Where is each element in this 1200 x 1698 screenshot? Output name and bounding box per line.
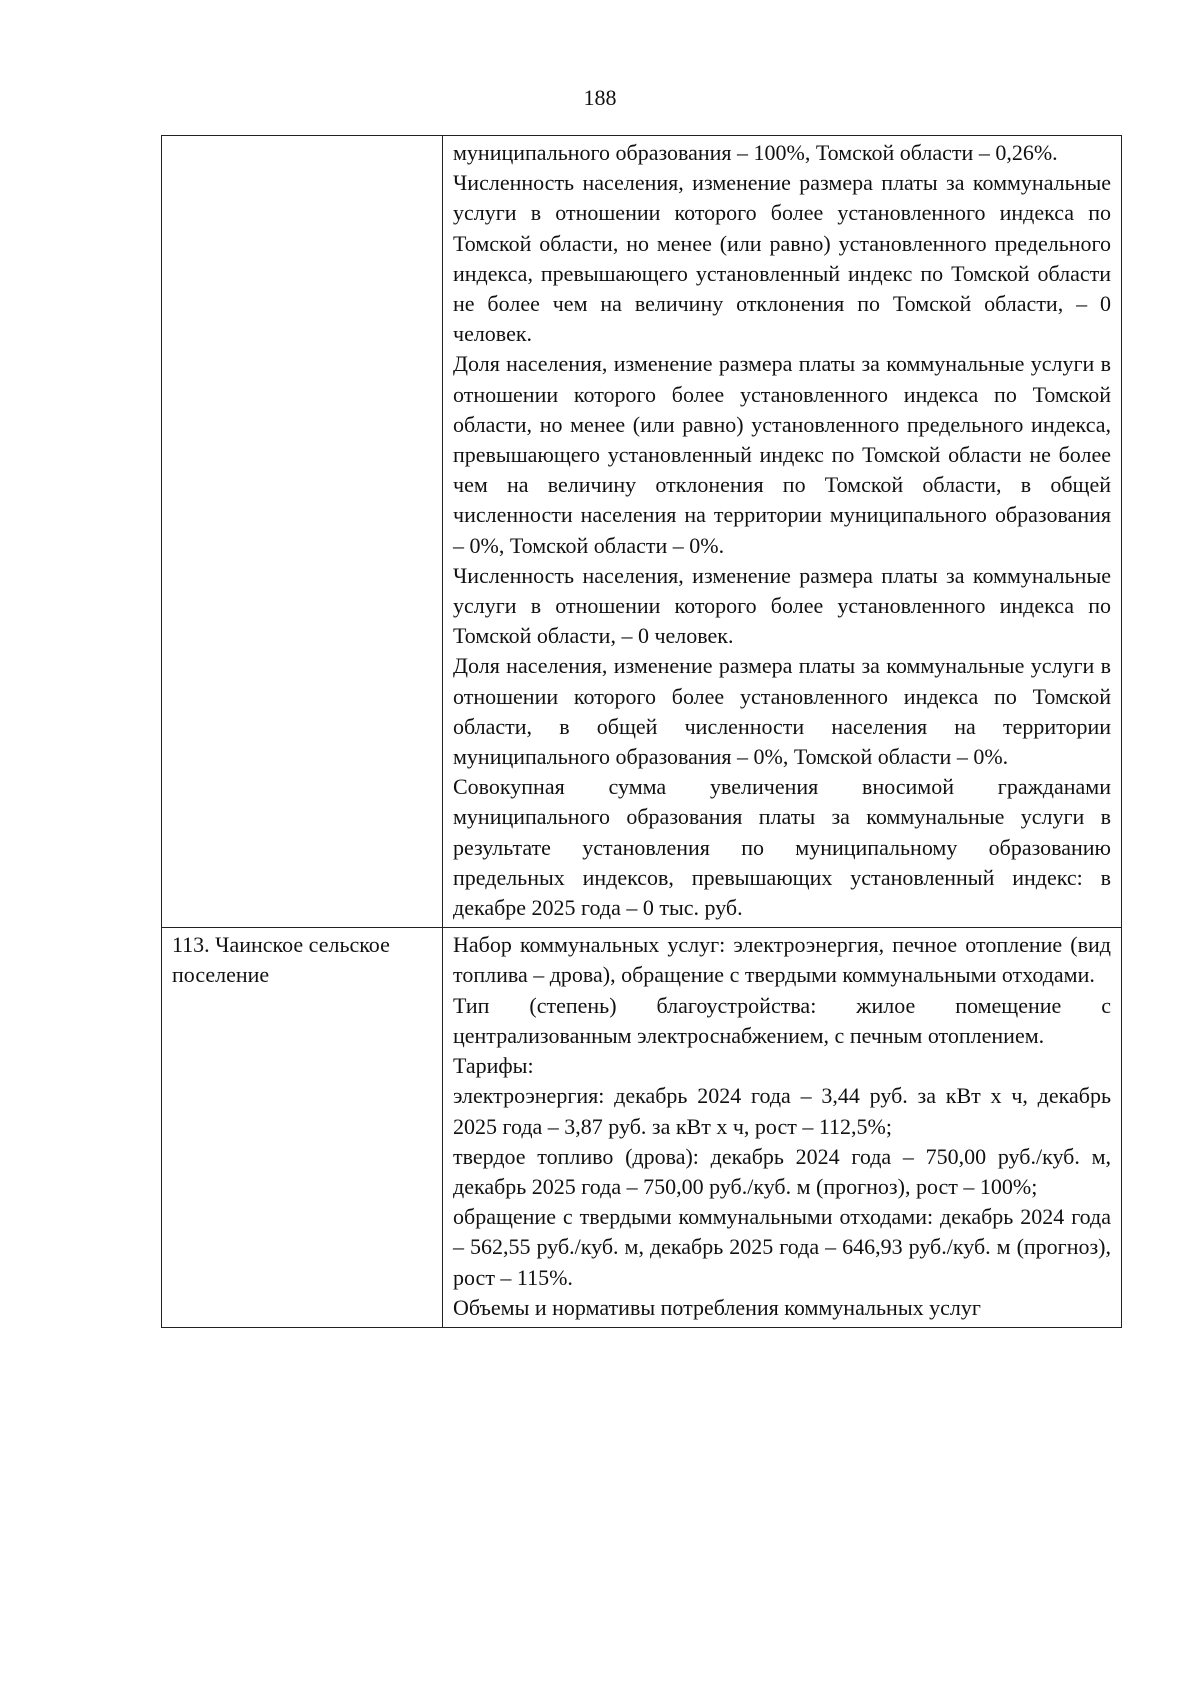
data-table bbox=[161, 135, 1122, 1328]
paragraph: Набор коммунальных услуг: электроэнергия, печное отопление (вид топлива – дрова), обращение с твердыми коммунальными отходами. bbox=[453, 932, 1111, 988]
page-number: 188 bbox=[583, 85, 617, 110]
municipality-cell bbox=[162, 136, 443, 928]
paragraph: электроэнергия: декабрь 2024 года – 3,44 руб. за кВт х ч, декабрь 2025 года – 3,87 руб. за кВт х ч, рост – 112,5%; bbox=[453, 1083, 1111, 1139]
paragraph: Тарифы: bbox=[453, 1053, 534, 1079]
paragraph: Численность населения, изменение размера платы за коммунальные услуги в отношении которого более установленного индекса по Томской области, но менее (или равно) установленного предельного индекса, превышающего установленный индекс по Томской области не более чем на величину отклонения по Томской области, – 0 человек. bbox=[453, 170, 1111, 347]
paragraph: Совокупная сумма увеличения вносимой гражданами муниципального образования платы за коммунальные услуги в результате установления по муниципальному образованию предельных индексов, превышающих установленный индекс: в декабре 2025 года – 0 тыс. руб. bbox=[453, 774, 1111, 921]
paragraph: обращение с твердыми коммунальными отходами: декабрь 2024 года – 562,55 руб./куб. м, декабрь 2025 года – 646,93 руб./куб. м (прогноз), рост – 115%. bbox=[453, 1204, 1111, 1290]
municipality-name: 113. Чаинское сельское поселение bbox=[172, 932, 390, 988]
paragraph: Доля населения, изменение размера платы за коммунальные услуги в отношении которого более установленного индекса по Томской области, в общей численности населения на территории муниципального образования – 0%, Томской области – 0%. bbox=[453, 653, 1111, 770]
paragraph: Доля населения, изменение размера платы за коммунальные услуги в отношении которого более установленного индекса по Томской области, но менее (или равно) установленного предельного индекса, превышающего установленный индекс по Томской области не более чем на величину отклонения по Томской области, в общей численности населения на территории муниципального образования – 0%, Томской области – 0%. bbox=[453, 351, 1111, 558]
paragraph: твердое топливо (дрова): декабрь 2024 года – 750,00 руб./куб. м, декабрь 2025 года – 750,00 руб./куб. м (прогноз), рост – 100%; bbox=[453, 1143, 1111, 1199]
description-cell bbox=[443, 928, 1122, 1328]
municipality-cell bbox=[162, 928, 443, 1328]
paragraph: Тип (степень) благоустройства: жилое помещение с централизованным электроснабжением, с печным отоплением. bbox=[453, 992, 1111, 1048]
paragraph: муниципального образования – 100%, Томской области – 0,26%. bbox=[453, 140, 1058, 165]
table-row bbox=[162, 136, 1122, 928]
paragraph: Объемы и нормативы потребления коммунальных услуг bbox=[453, 1294, 981, 1320]
paragraph: Численность населения, изменение размера платы за коммунальные услуги в отношении которого более установленного индекса по Томской области, – 0 человек. bbox=[453, 562, 1111, 649]
table-row bbox=[162, 928, 1122, 1328]
description-cell bbox=[443, 136, 1122, 928]
